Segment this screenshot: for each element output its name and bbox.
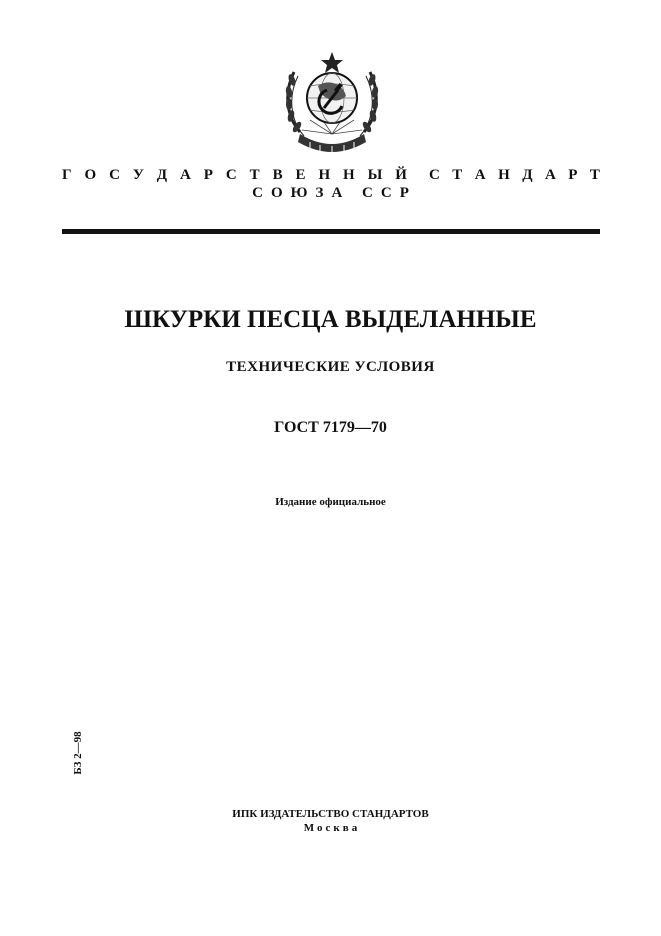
header-letter: Д [156,167,168,183]
header-word-state [62,166,407,184]
ussr-state-emblem-icon [280,50,384,156]
document-title: ШКУРКИ ПЕСЦА ВЫДЕЛАННЫЕ [124,306,537,333]
header-letter: Р [203,167,213,183]
header-word-standard [429,166,600,184]
header-letter: Е [295,167,306,183]
header-letter: А [544,167,556,183]
header-letter: Н [343,167,355,183]
header-letter: Т [589,167,600,183]
header-letter: С [225,167,237,183]
header-letter: Н [318,167,331,183]
header-letter: А [180,167,191,183]
header-letter: Г [62,167,72,183]
standard-number: ГОСТ 7179—70 [274,419,387,436]
header-letter: Й [395,167,407,183]
publisher-city: Москва [303,822,361,834]
header-letter: Ы [367,167,383,183]
header-letter: С [109,167,120,183]
header-letter: Д [522,167,533,183]
header-letter: С [429,167,440,183]
header-letter: О [84,167,97,183]
header-letter: У [132,167,144,183]
header-letter: Т [452,167,463,183]
standard-header-line2: СОЮЗА ССР [252,185,417,201]
header-letter: Р [568,167,578,183]
header-letter: А [474,167,486,183]
header-divider [62,229,600,234]
header-letter: Н [498,167,510,183]
header-letter: Т [249,167,260,183]
header-letter: В [272,167,283,183]
document-subtitle: ТЕХНИЧЕСКИЕ УСЛОВИЯ [226,359,435,375]
edition-note: Издание официальное [275,496,386,508]
publisher-name: ИПК ИЗДАТЕЛЬСТВО СТАНДАРТОВ [232,808,429,820]
side-catalog-code: БЗ 2—98 [72,731,84,775]
standard-header-line1 [62,166,600,184]
